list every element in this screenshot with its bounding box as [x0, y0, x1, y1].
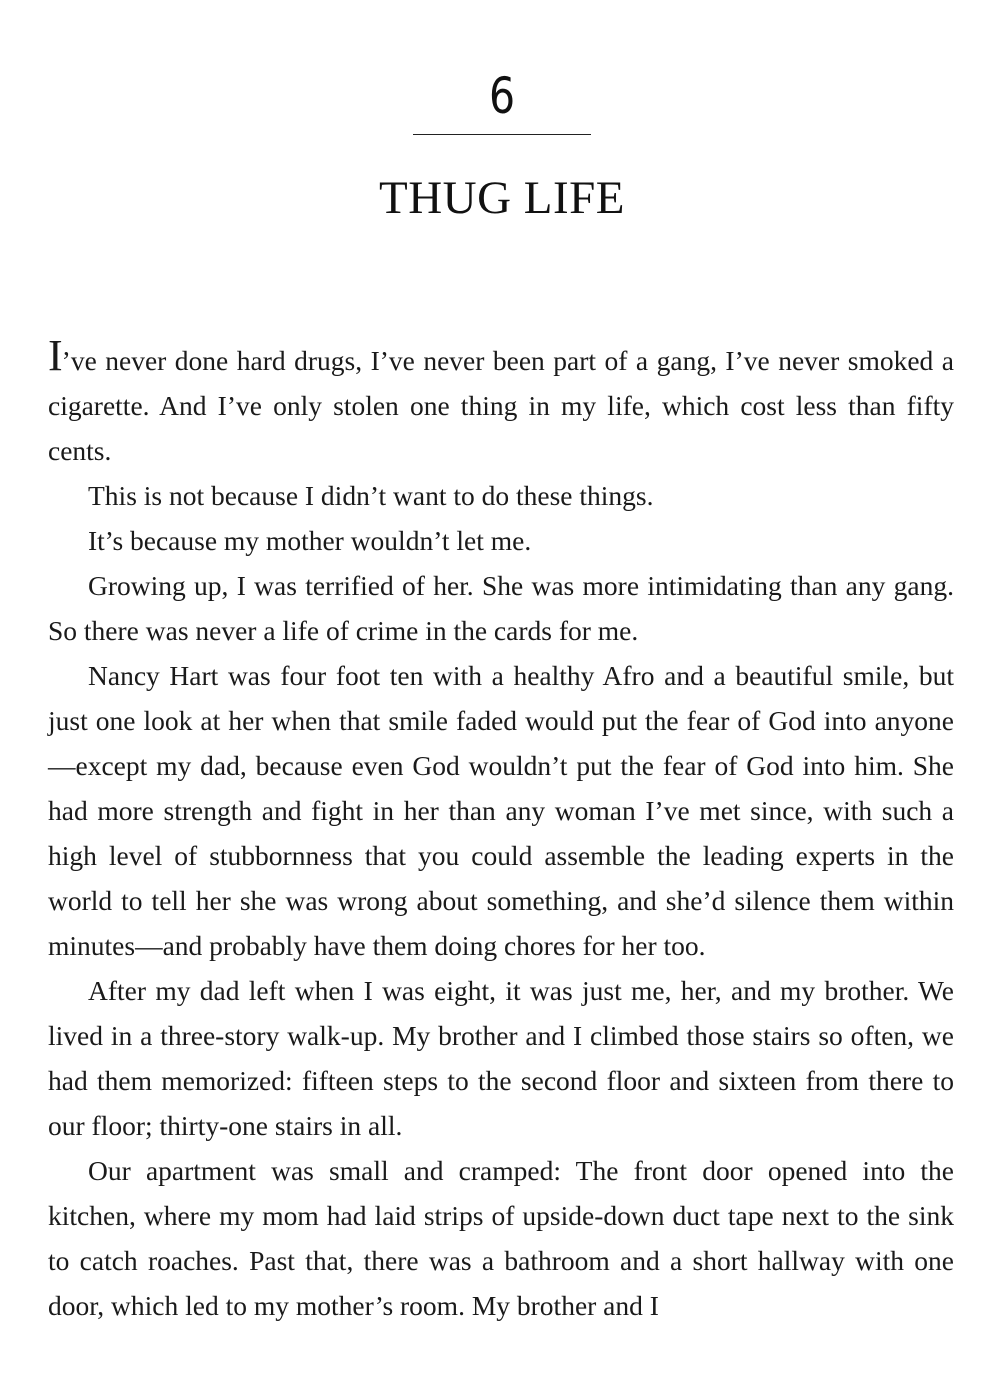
chapter-body [48, 331, 954, 1328]
paragraph-5: Nancy Hart was four foot ten with a healthy Afro and a beautiful smile, but just one look at her when that smile faded would put the fear of God into anyone—except my dad, because even God wouldn’t put the fear of God into him. She had more strength and fight in her than any woman I’ve met since, with such a high level of stubbornness that you could assemble the leading experts in the world to tell her she was wrong about something, and she’d silence them within minutes—and probably have them doing chores for her too. [48, 660, 954, 961]
chapter-divider [413, 134, 591, 135]
paragraph-7: Our apartment was small and cramped: The front door opened into the kitchen, where my mom had laid strips of upside-down duct tape next to the sink to catch roaches. Past that, there was a bathroom and a short hallway with one door, which led to my mother’s room. My brother and I [48, 1155, 954, 1321]
chapter-number: 6 [488, 67, 516, 125]
paragraph-4: Growing up, I was terrified of her. She was more intimidating than any gang. So there was never a life of crime in the cards for me. [48, 570, 954, 646]
paragraph-2: This is not because I didn’t want to do these things. [88, 480, 654, 511]
paragraph-3: It’s because my mother wouldn’t let me. [88, 525, 532, 556]
paragraph-6: After my dad left when I was eight, it was just me, her, and my brother. We lived in a three-story walk-up. My brother and I climbed those stairs so often, we had them memorized: fifteen steps to the second floor and sixteen from there to our floor; thirty-one stairs in all. [48, 975, 954, 1141]
paragraph-1 [48, 331, 954, 473]
paragraph-text: ’ve never done hard drugs, I’ve never been part of a gang, I’ve never smoked a cigarette. And I’ve only stolen one thing in my life, which cost less than fifty cents. [48, 345, 954, 466]
drop-cap: I [48, 331, 62, 380]
chapter-title: THUG LIFE [379, 172, 625, 224]
